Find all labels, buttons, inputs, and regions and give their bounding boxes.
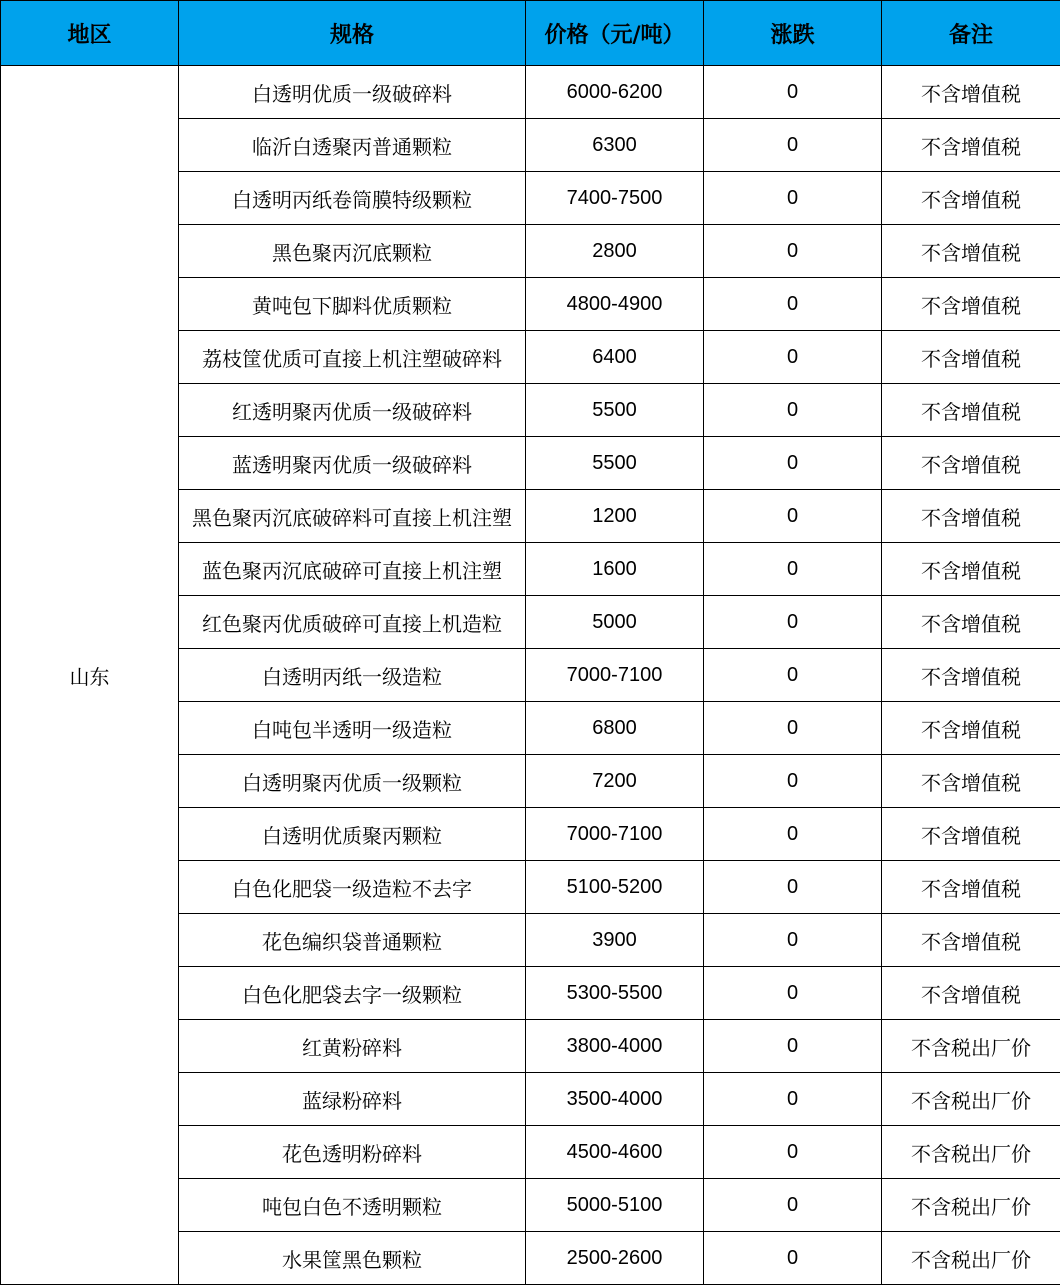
change-cell: 0 <box>704 596 882 649</box>
price-cell: 6800 <box>526 702 704 755</box>
note-cell: 不含税出厂价 <box>882 1073 1060 1126</box>
spec-cell: 吨包白色不透明颗粒 <box>179 1179 526 1232</box>
region-cell: 山东 <box>1 66 179 1285</box>
spec-cell: 红黄粉碎料 <box>179 1020 526 1073</box>
note-cell: 不含增值税 <box>882 437 1060 490</box>
change-cell: 0 <box>704 1179 882 1232</box>
change-cell: 0 <box>704 331 882 384</box>
note-cell: 不含增值税 <box>882 702 1060 755</box>
header-region: 地区 <box>1 1 179 66</box>
note-cell: 不含税出厂价 <box>882 1126 1060 1179</box>
price-cell: 7000-7100 <box>526 649 704 702</box>
price-cell: 5500 <box>526 437 704 490</box>
note-cell: 不含增值税 <box>882 543 1060 596</box>
change-cell: 0 <box>704 119 882 172</box>
spec-cell: 红透明聚丙优质一级破碎料 <box>179 384 526 437</box>
spec-cell: 花色透明粉碎料 <box>179 1126 526 1179</box>
spec-cell: 白透明丙纸一级造粒 <box>179 649 526 702</box>
header-row <box>1 1 1060 66</box>
spec-cell: 白透明优质聚丙颗粒 <box>179 808 526 861</box>
price-cell: 3500-4000 <box>526 1073 704 1126</box>
note-cell: 不含增值税 <box>882 331 1060 384</box>
note-cell: 不含增值税 <box>882 278 1060 331</box>
price-cell: 1600 <box>526 543 704 596</box>
note-cell: 不含税出厂价 <box>882 1232 1060 1285</box>
price-cell: 6400 <box>526 331 704 384</box>
change-cell: 0 <box>704 1073 882 1126</box>
price-cell: 6300 <box>526 119 704 172</box>
note-cell: 不含增值税 <box>882 755 1060 808</box>
header-note: 备注 <box>882 1 1060 66</box>
price-cell: 5500 <box>526 384 704 437</box>
note-cell: 不含增值税 <box>882 225 1060 278</box>
spec-cell: 红色聚丙优质破碎可直接上机造粒 <box>179 596 526 649</box>
spec-cell: 黑色聚丙沉底破碎料可直接上机注塑 <box>179 490 526 543</box>
change-cell: 0 <box>704 808 882 861</box>
price-cell: 5000 <box>526 596 704 649</box>
change-cell: 0 <box>704 543 882 596</box>
price-cell: 1200 <box>526 490 704 543</box>
change-cell: 0 <box>704 384 882 437</box>
spec-cell: 花色编织袋普通颗粒 <box>179 914 526 967</box>
spec-cell: 蓝色聚丙沉底破碎可直接上机注塑 <box>179 543 526 596</box>
spec-cell: 水果筐黑色颗粒 <box>179 1232 526 1285</box>
note-cell: 不含增值税 <box>882 490 1060 543</box>
header-spec: 规格 <box>179 1 526 66</box>
change-cell: 0 <box>704 172 882 225</box>
spec-cell: 白色化肥袋去字一级颗粒 <box>179 967 526 1020</box>
note-cell: 不含增值税 <box>882 649 1060 702</box>
note-cell: 不含增值税 <box>882 914 1060 967</box>
note-cell: 不含增值税 <box>882 66 1060 119</box>
price-cell: 2500-2600 <box>526 1232 704 1285</box>
note-cell: 不含增值税 <box>882 861 1060 914</box>
change-cell: 0 <box>704 225 882 278</box>
table-row <box>1 66 1060 119</box>
price-cell: 3800-4000 <box>526 1020 704 1073</box>
spec-cell: 荔枝筐优质可直接上机注塑破碎料 <box>179 331 526 384</box>
spec-cell: 白色化肥袋一级造粒不去字 <box>179 861 526 914</box>
price-cell: 2800 <box>526 225 704 278</box>
change-cell: 0 <box>704 490 882 543</box>
note-cell: 不含税出厂价 <box>882 1179 1060 1232</box>
change-cell: 0 <box>704 278 882 331</box>
change-cell: 0 <box>704 914 882 967</box>
table-body <box>1 66 1060 1285</box>
note-cell: 不含增值税 <box>882 384 1060 437</box>
spec-cell: 白透明丙纸卷筒膜特级颗粒 <box>179 172 526 225</box>
spec-cell: 蓝透明聚丙优质一级破碎料 <box>179 437 526 490</box>
spec-cell: 白透明聚丙优质一级颗粒 <box>179 755 526 808</box>
note-cell: 不含增值税 <box>882 596 1060 649</box>
note-cell: 不含增值税 <box>882 967 1060 1020</box>
price-cell: 5100-5200 <box>526 861 704 914</box>
spec-cell: 黑色聚丙沉底颗粒 <box>179 225 526 278</box>
change-cell: 0 <box>704 1126 882 1179</box>
spec-cell: 临沂白透聚丙普通颗粒 <box>179 119 526 172</box>
price-cell: 5000-5100 <box>526 1179 704 1232</box>
price-cell: 3900 <box>526 914 704 967</box>
price-cell: 5300-5500 <box>526 967 704 1020</box>
price-cell: 7000-7100 <box>526 808 704 861</box>
price-cell: 7200 <box>526 755 704 808</box>
spec-cell: 蓝绿粉碎料 <box>179 1073 526 1126</box>
header-price: 价格（元/吨） <box>526 1 704 66</box>
price-cell: 7400-7500 <box>526 172 704 225</box>
change-cell: 0 <box>704 649 882 702</box>
spec-cell: 白透明优质一级破碎料 <box>179 66 526 119</box>
change-cell: 0 <box>704 702 882 755</box>
spec-cell: 白吨包半透明一级造粒 <box>179 702 526 755</box>
change-cell: 0 <box>704 861 882 914</box>
price-cell: 4800-4900 <box>526 278 704 331</box>
header-change: 涨跌 <box>704 1 882 66</box>
change-cell: 0 <box>704 1020 882 1073</box>
note-cell: 不含税出厂价 <box>882 1020 1060 1073</box>
change-cell: 0 <box>704 967 882 1020</box>
note-cell: 不含增值税 <box>882 808 1060 861</box>
change-cell: 0 <box>704 437 882 490</box>
change-cell: 0 <box>704 1232 882 1285</box>
note-cell: 不含增值税 <box>882 119 1060 172</box>
change-cell: 0 <box>704 755 882 808</box>
price-cell: 6000-6200 <box>526 66 704 119</box>
spec-cell: 黄吨包下脚料优质颗粒 <box>179 278 526 331</box>
note-cell: 不含增值税 <box>882 172 1060 225</box>
change-cell: 0 <box>704 66 882 119</box>
price-cell: 4500-4600 <box>526 1126 704 1179</box>
